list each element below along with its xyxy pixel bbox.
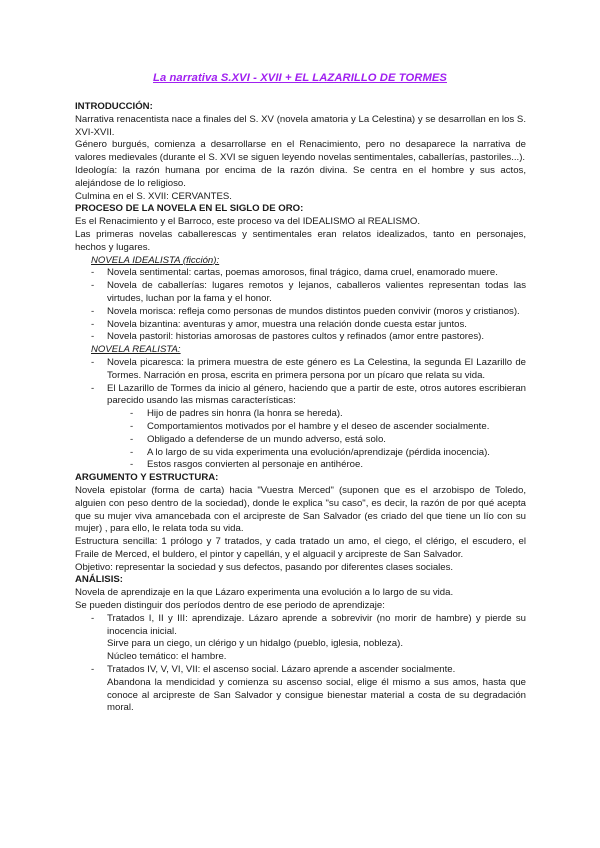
argumento-paragraph-3: Objetivo: representar la sociedad y sus defectos, pasando por diferentes clases sociales. — [75, 561, 454, 573]
intro-paragraph-1: Narrativa renacentista nace a finales del S. XV (novela amatoria y La Celestina) y se desarrollan en los S. XVI-XVII. — [75, 113, 526, 138]
list-item-text: - El Lazarillo de Tormes da inicio al género, haciendo que a partir de este, otros autores escribieran parecido usando las mismas características: — [107, 382, 526, 407]
list-item-text: - Tratados I, II y III: aprendizaje. Lázaro aprende a sobrevivir (no morir de hambre) y pierde su inocencia inicial. — [107, 612, 526, 637]
caracteristicas-list — [107, 408, 526, 472]
document-body — [75, 101, 526, 715]
idealista-list — [75, 267, 526, 344]
list-item: - Obligado a defenderse de un mundo adverso, está solo. — [75, 434, 526, 447]
list-item-text: Sirve para un ciego, un clérigo y un hidalgo (pueblo, iglesia, nobleza). — [107, 638, 403, 650]
argumento-paragraph-2: Estructura sencilla: 1 prólogo y 7 tratados, y cada tratado un amo, el ciego, el clérigo, el escudero, el Fraile de Merced, el buldero, el pintor y capellán, y el alguacil y arcipreste de San Salvador. — [75, 536, 526, 560]
list-item-text: Abandona la mendicidad y comienza su ascenso social, elige él mismo a sus amos, hasta que conoce al arcipreste de San Salvador y consigue bienestar material a costa de su degradación moral. — [107, 676, 526, 714]
analisis-heading: ANÁLISIS: — [75, 574, 123, 586]
list-item: - Comportamientos motivados por el hambre y el deseo de ascender socialmente. — [75, 421, 526, 434]
intro-paragraph-4: Culmina en el S. XVII: CERVANTES. — [75, 190, 232, 202]
list-item: - Novela morisca: refleja como personas de mundos distintos pueden convivir (moros y cristianos). — [75, 306, 526, 319]
list-item: - Novela picaresca: la primera muestra de este género es La Celestina, la segunda El Lazarillo de Tormes. Narración en prosa, escrita en primera persona por un pícaro que relata su vida. — [75, 357, 526, 383]
list-item: - Novela de caballerías: lugares remotos y lejanos, caballeros valientes representan todas las virtudes, luchan por la fama y el honor. — [75, 280, 526, 306]
realista-list — [75, 357, 526, 472]
list-item: - A lo largo de su vida experimenta una evolución/aprendizaje (pérdida inocencia). — [75, 447, 526, 460]
analisis-list — [75, 613, 526, 715]
analisis-paragraph-2: Se pueden distinguir dos períodos dentro de ese periodo de aprendizaje: — [75, 600, 385, 612]
intro-paragraph-3: Ideología: la razón humana por encima de la razón divina. Se centra en el hombre y sus actos, alejándose de lo religioso. — [75, 164, 526, 189]
list-item — [75, 664, 526, 715]
idealista-label: NOVELA IDEALISTA (ficción): — [91, 254, 220, 266]
proceso-paragraph-2: Las primeras novelas caballerescas y sentimentales eran relatos idealizados, tanto en personajes, hechos y lugares. — [75, 228, 526, 253]
list-item-text: Núcleo temático: el hambre. — [107, 651, 227, 663]
argumento-paragraph-1: Novela epistolar (forma de carta) hacia "Vuestra Merced" (suponen que es el arzobispo de Toledo, alguien con peso dentro de la sociedad), donde le explica "su caso", es decir, la razón de por qué acepta que su mujer viva amancebada con el arcipreste de San Salvador (es criado del que tiene un lío con su mujer) , para ello, le relata toda su vida. — [75, 484, 526, 535]
proceso-heading: PROCESO DE LA NOVELA EN EL SIGLO DE ORO: — [75, 203, 304, 215]
list-item-text: - Tratados IV, V, VI, VII: el ascenso social. Lázaro aprende a ascender socialmente. — [107, 664, 456, 676]
intro-paragraph-2: Género burgués, comienza a desarrollarse en el Renacimiento, pero no desaparece la narrativa de valores medievales (durante el S. XVI se siguen leyendo novelas sentimentales, caballerías, pastoriles...). — [75, 139, 526, 164]
document-title: La narrativa S.XVI - XVII + EL LAZARILLO DE TORMES — [153, 72, 447, 84]
realista-label: NOVELA REALISTA: — [91, 344, 181, 356]
list-item: - Novela bizantina: aventuras y amor, muestra una relación donde cuesta estar juntos. — [75, 319, 526, 332]
list-item — [75, 613, 526, 664]
list-item: - Novela sentimental: cartas, poemas amorosos, final trágico, dama cruel, enamorado muere. — [75, 267, 526, 280]
analisis-paragraph-1: Novela de aprendizaje en la que Lázaro experimenta una evolución a lo largo de su vida. — [75, 587, 454, 599]
list-item: - Novela pastoril: historias amorosas de pastores cultos y refinados (amor entre pastores). — [75, 331, 526, 344]
proceso-paragraph-1: Es el Renacimiento y el Barroco, este proceso va del IDEALISMO al REALISMO. — [75, 216, 420, 228]
list-item: - Hijo de padres sin honra (la honra se hereda). — [75, 408, 526, 421]
intro-heading: INTRODUCCIÓN: — [75, 101, 153, 112]
list-item — [75, 383, 526, 473]
argumento-heading: ARGUMENTO Y ESTRUCTURA: — [75, 472, 219, 484]
list-item: - Estos rasgos convierten al personaje en antihéroe. — [75, 459, 526, 472]
